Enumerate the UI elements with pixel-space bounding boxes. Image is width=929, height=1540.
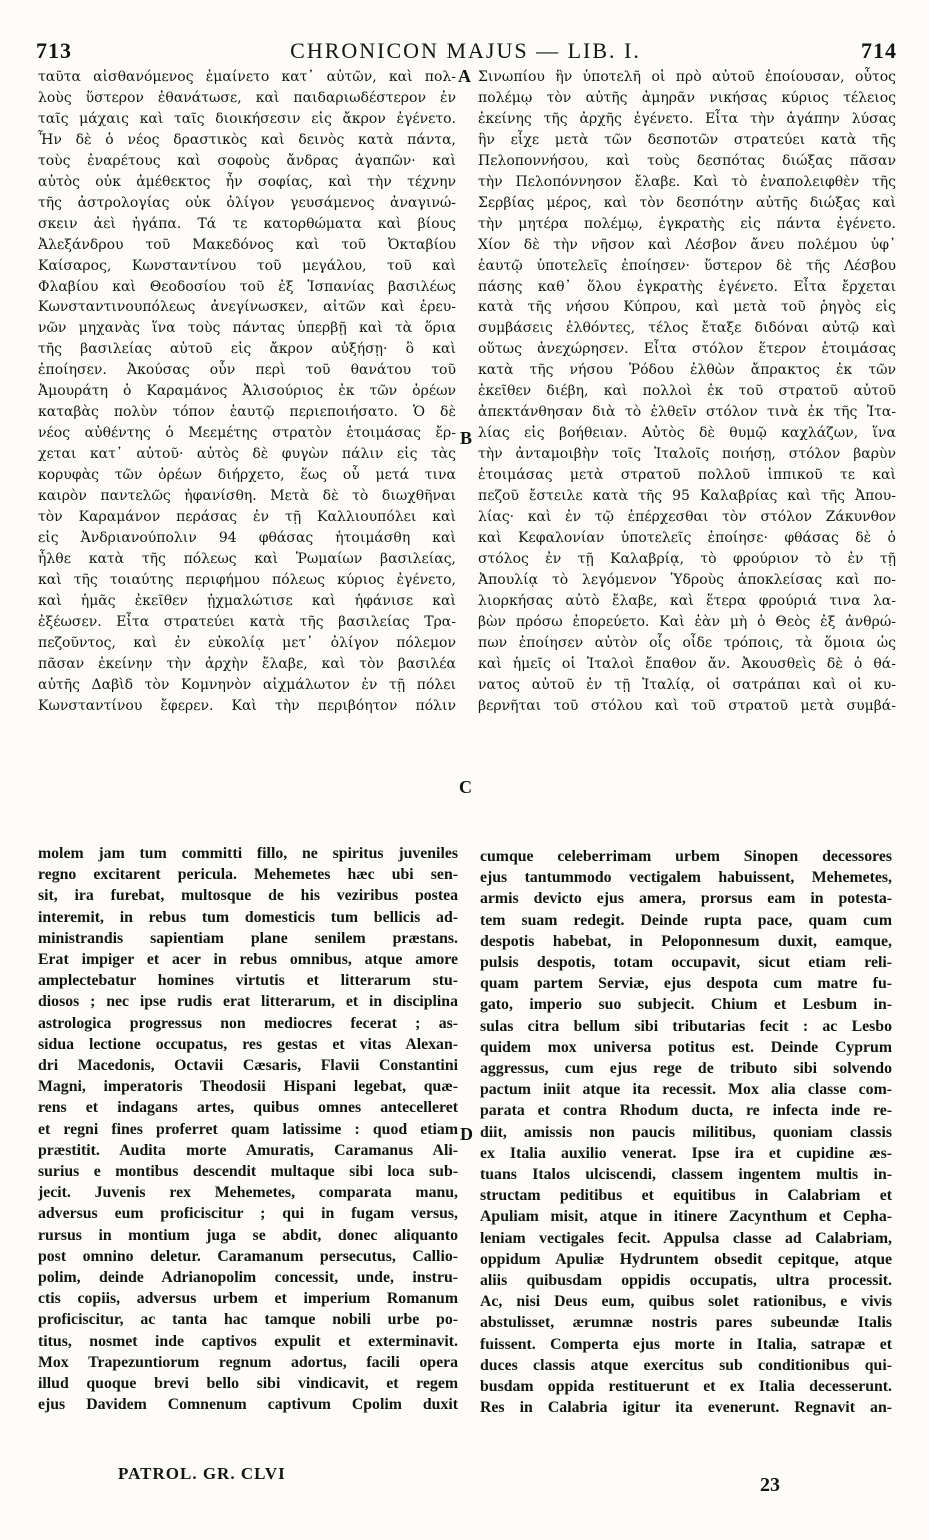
text-line: ἐκεῖθεν διέβη, καὶ πολλοὶ ἐκ τοῦ στρατοῦ αὐτοῦ xyxy=(478,383,896,400)
greek-column-right xyxy=(478,67,896,847)
latin-column-left xyxy=(38,843,458,1448)
text-line: ἐκείνης τῆς ἀρχῆς ἐγένετο. Εἶτα τὴν ἀγάπην λύσας xyxy=(478,110,896,127)
footer-signature: PATROL. GR. CLVI xyxy=(118,1464,286,1483)
text-line: rens et indagans artes, quibus omnes antecelleret xyxy=(38,1099,458,1117)
text-line: Ἀμουράτη ὁ Καραμάνος Ἀλισούριος ἐκ τῶν ὀρέων xyxy=(38,383,456,400)
text-line: λίας εἰς βοήθειαν. Αὐτὸς δὲ θυμῷ καχλάζων, ἵνα xyxy=(478,425,896,442)
footer-sheet-number: 23 xyxy=(760,1474,780,1496)
text-line: συμβάσεις ἐλθόντες, τέλος ἔταξε διδόναι αὐτῷ καὶ xyxy=(478,320,896,337)
text-line: despotis habebat, in Peloponnesum duxit, eamque, xyxy=(480,932,892,950)
text-line: Erat impiger et acer in rebus omnibus, atque amore xyxy=(38,951,458,969)
text-line: tuans Italos ulciscendi, classem ingentem multis in- xyxy=(480,1166,892,1184)
text-line: Καίσαρος, Κωνσταντίνου τοῦ μεγάλου, τοῦ καὶ xyxy=(38,257,456,274)
text-line: ex Italia auxilio venerat. Ipse ira et cupidine æs- xyxy=(480,1144,892,1162)
text-line: πολέμῳ τὸν αὐτῆς ἀμηρᾶν νικήσας κύριος τέλειος xyxy=(478,89,896,106)
text-line: νῶν μηχανὰς ἵνα τοὺς πάντας ὑπερβῇ καὶ τὰ ὅρια xyxy=(38,320,456,337)
text-line: Ἀπουλίᾳ τὸ λεγόμενον Ὑδροὺς ἀποκλείσας καὶ πο- xyxy=(478,571,896,588)
text-line: pactum iniit atque ita recessit. Mox alia classe com- xyxy=(480,1081,892,1099)
text-line: κατὰ τῆς νήσου Κύπρου, καὶ μετὰ τοῦ ῥηγὸς εἰς xyxy=(478,299,896,316)
text-line: rursus in montium juga se abdit, donec aliquanto xyxy=(38,1226,458,1244)
text-line: ἐποίησεν. Ἀκούσας οὖν περὶ τοῦ θανάτου τοῦ xyxy=(38,362,456,379)
text-line: Res in Calabria igitur ita evenerunt. Regnavit an- xyxy=(480,1399,892,1417)
text-line: νατος αὐτοῦ ἐν τῇ Ἰταλίᾳ, οἱ σατράπαι καὶ οἱ κυ- xyxy=(478,676,896,693)
text-line: illud quoque brevi bello sibi vindicavit, et regem xyxy=(38,1375,458,1393)
text-line: armis devicto ejus amera, prorsus eam in potesta- xyxy=(480,890,892,908)
text-line: Mox Trapezuntiorum regnum adortus, facili opera xyxy=(38,1353,458,1371)
text-line: quam partem Serviæ, ejus despota cum matre fu- xyxy=(480,975,892,993)
margin-letter-b: B xyxy=(460,428,473,448)
text-line: sit, ira furebat, multosque de his veziribus postea xyxy=(38,887,458,905)
text-line: leniam vectigales fecit. Appulsa classe ad Calabriam, xyxy=(480,1229,892,1247)
latin-column-right xyxy=(480,846,892,1451)
text-line: λίας· καὶ ἐν τῷ ἐπέρχεσθαι τὸν στόλον Ζάκυνθον xyxy=(478,509,896,526)
text-line: diosos ; nec ipse rudis erat litterarum, et in disciplina xyxy=(38,993,458,1011)
text-line: ἑτοιμάσας μετὰ στρατοῦ πολλοῦ ἱππικοῦ τε καὶ xyxy=(478,467,896,484)
text-line: regno excitarent pericula. Mehemetes hæc ubi sen- xyxy=(38,866,458,884)
text-line: structam peditibus et equitibus in Calabriam et xyxy=(480,1187,892,1205)
margin-letter-d: D xyxy=(460,1124,473,1144)
text-line: ctis copiis, adversus urbem et imperium Romanum xyxy=(38,1290,458,1308)
text-line: astrologica progressus non mediocres fecerat ; as- xyxy=(38,1014,458,1032)
text-line: jecit. Juvenis rex Mehemetes, comparata manu, xyxy=(38,1184,458,1202)
margin-letter-c: C xyxy=(459,777,472,797)
text-line: titus, nosmet inde captivos expulit et exterminavit. xyxy=(38,1332,458,1350)
text-line: surius e montibus descendit multaque sibi loca sub- xyxy=(38,1163,458,1181)
text-line: Κωνσταντινουπόλεως ἀνεγίνωσκεν, αἰτῶν καὶ ἐρευ- xyxy=(38,299,456,316)
page-number-right: 714 xyxy=(861,38,897,63)
text-line: τὴν μητέρα πολέμῳ, ἐγκρατὴς εἰς πάντα ἐγένετο. xyxy=(478,215,896,232)
text-line: parata et contra Rhodum ducta, re infecta inde re- xyxy=(480,1102,892,1120)
text-line: καὶ τῆς τοιαύτης περιφήμου πόλεως κύριος ἐγένετο, xyxy=(38,571,456,588)
page-number-left: 713 xyxy=(36,38,72,63)
text-line: Σερβίας μέρος, καὶ τὸν δεσπότην αὐτῆς διώξας καὶ xyxy=(478,194,896,211)
text-line: τῆς ἀστρολογίας οὐκ ὀλίγον γευσάμενος ἀναγινώ- xyxy=(38,194,456,211)
text-line: βερνῆται τοῦ στόλου καὶ τοῦ στρατοῦ μετὰ συμβά- xyxy=(478,697,896,714)
text-line: Magni, imperatoris Theodosii Hispani legebat, quæ- xyxy=(38,1078,458,1096)
text-line: αὐτῆς Δαβὶδ τὸν Κομνηνὸν αἰχμάλωτον ἐν τῇ πόλει xyxy=(38,676,456,693)
text-line: καὶ Κεφαλονίαν ὑποτελεῖς ἐποίησε· φθάσας δὲ ὁ xyxy=(478,529,896,546)
text-line: τῆς βασιλείας αὐτοῦ εἰς ἄκρον αὐξήσῃ· ὃ καὶ xyxy=(38,341,456,358)
text-line: ἑαυτῷ ὑποτελεῖς ἐποίησεν· ὕστερον δὲ τῆς Λέσβου xyxy=(478,257,896,274)
text-line: τὴν ἀνταμοιβὴν τοῖς Ἰταλοῖς ποιήσῃ, στόλον βαρὺν xyxy=(478,446,896,463)
text-line: καταβὰς πολὺν τόπον ἑαυτῷ περιεποιήσατο. Ὁ δὲ xyxy=(38,404,456,421)
text-line: sulas citra bellum sibi tributarias fecit : ac Lesbo xyxy=(480,1017,892,1035)
text-line: κορυφὰς τῶν ὀρέων διήρχετο, ἕως οὗ μετά τινα xyxy=(38,467,456,484)
text-line: cumque celeberrimam urbem Sinopen decessores xyxy=(480,848,892,865)
margin-letter-a: A xyxy=(458,66,471,86)
text-line: οὕτως ἀνεχώρησεν. Εἶτα στόλον ἕτερον ἑτοιμάσας xyxy=(478,341,896,358)
text-line: Χίον δὲ τὴν νῆσον καὶ Λέσβον ἄνευ πολέμου ὑφ᾽ xyxy=(478,236,896,253)
text-line: gato, imperio suo subjecit. Chium et Lesbum in- xyxy=(480,996,892,1014)
text-line: βὼν πρόσω ἐπορεύετο. Καὶ ἐὰν μὴ ὁ Θεὸς ἐξ ἀνθρώ- xyxy=(478,613,896,630)
text-line: interemit, in rebus tum domesticis tum bellicis ad- xyxy=(38,908,458,926)
text-line: καιρὸν παντελῶς ἠφανίσθη. Μετὰ δὲ τὸ διωχθῆναι xyxy=(38,488,456,505)
text-line: Πελοποννήσου, καὶ τοὺς δεσπότας διώξας πᾶσαν xyxy=(478,152,896,169)
text-line: adversus eum proficiscitur ; qui in fugam versus, xyxy=(38,1205,458,1223)
text-line: πᾶσαν ἐκείνην τὴν ἀρχὴν ἔλαβε, καὶ τὸν βασιλέα xyxy=(38,655,456,672)
text-line: πεζοῦ ἔστειλε κατὰ τῆς 95 Καλαβρίας καὶ τῆς Ἀπου- xyxy=(478,488,896,505)
text-line: tem suam redegit. Deinde rupta pace, quam cum xyxy=(480,911,892,929)
text-line: τοὺς ἐναρέτους καὶ σοφοὺς ἄνδρας ἀγαπῶν· καὶ xyxy=(38,152,456,169)
text-line: λοὺς ὕστερον ἐθανάτωσε, καὶ παιδαριωδέστερον ἐν xyxy=(38,89,456,106)
text-line: εἰς Ἀνδριανούπολιν 94 φθάσας ἡτοιμάσθη καὶ xyxy=(38,529,456,546)
text-line: καὶ ἡμᾶς ἐκεῖθεν ᾐχμαλώτισε καὶ ἠφάνισε καὶ xyxy=(38,592,456,609)
text-line: molem jam tum committi fillo, ne spiritus juveniles xyxy=(38,845,458,862)
text-line: aliis quibusdam oppidis occupatis, ultra processit. xyxy=(480,1272,892,1290)
text-line: pulsis despotis, totam occupavit, sicut etiam reli- xyxy=(480,954,892,972)
text-line: πων ἐποίησεν αὐτὸν οἷς οἶδε τρόποις, τὰ ὅμοια ὡς xyxy=(478,634,896,651)
text-line: aggressus, cum ejus rege de tributo sibi solvendo xyxy=(480,1060,892,1078)
running-title: CHRONICON MAJUS — LIB. I. xyxy=(290,38,641,63)
text-line: proficiscitur, ac tanta hac tamque nobili urbe po- xyxy=(38,1311,458,1329)
text-line: πάσης καθ᾽ ὅλου ἐγκρατὴς ἐγένετο. Εἶτα ἔρχεται xyxy=(478,278,896,295)
text-line: dri Macedonis, Octavii Cæsaris, Flavii Constantini xyxy=(38,1057,458,1075)
text-line: ταῖς μάχαις καὶ ταῖς διοικήσεσιν εἰς ἄκρον ἐγένετο. xyxy=(38,110,456,127)
text-line: τὸν Καραμάνον περάσας ἐν τῇ Καλλιουπόλει καὶ xyxy=(38,509,456,526)
text-line: busdam oppida restituerunt et ex Italia decesserunt. xyxy=(480,1378,892,1396)
text-line: νέος αὐθέντης ὁ Μεεμέτης στρατὸν ἑτοιμάσας ἔρ- xyxy=(38,425,456,442)
text-line: quidem mox universa potitus est. Deinde Cyprum xyxy=(480,1038,892,1056)
text-line: τὴν Πελοπόννησον ἔλαβε. Καὶ τὸ ἐναπολειφθὲν τῆς xyxy=(478,173,896,190)
text-line: λιορκήσας αὐτὸ ἔλαβε, καὶ ἕτερα φρούριά τινα λα- xyxy=(478,592,896,609)
text-line: ejus tantummodo vectigalem habuissent, Mehemetes, xyxy=(480,869,892,887)
text-line: ἐξέωσεν. Εἶτα στρατεύει κατὰ τῆς βασιλείας Τρα- xyxy=(38,613,456,630)
text-line: amplectebatur homines virtutis et litterarum stu- xyxy=(38,972,458,990)
text-line: ἣν εἶχε μετὰ τῶν δεσποτῶν στρατεύει κατὰ τῆς xyxy=(478,131,896,148)
text-line: Φλαβίου καὶ Θεοδοσίου τοῦ ἐξ Ἱσπανίας βασιλέως xyxy=(38,278,456,295)
text-line: καὶ ἡμεῖς οἱ Ἰταλοὶ ἔπαθον ἄν. Ἀκουσθεὶς δὲ ὁ θά- xyxy=(478,655,896,672)
text-line: polim, deinde Adrianopolim concessit, unde, instru- xyxy=(38,1269,458,1287)
text-line: χεται κατ᾽ αὐτοῦ· αὐτὸς δὲ φυγὼν πάλιν εἰς τὰς xyxy=(38,446,456,463)
text-line: Κωνσταντίνου ἔφερεν. Καὶ τὴν περιβόητον πόλιν xyxy=(38,697,456,714)
text-line: post omnino deletur. Caramanum persecutus, Callio- xyxy=(38,1247,458,1265)
text-line: κατὰ τῆς νήσου Ῥόδου ἐλθὼν ἄπρακτος ἐκ τῶν xyxy=(478,362,896,379)
text-line: ejus Davidem Comnenum captivum Cpolim duxit xyxy=(38,1396,458,1414)
text-line: Ἀλεξάνδρου τοῦ Μακεδόνος καὶ τοῦ Ὀκταβίου xyxy=(38,236,456,253)
text-line: ἀπεκτάνθησαν διὰ τὸ ἐλθεῖν στόλον τινὰ ἐκ τῆς Ἰτα- xyxy=(478,404,896,421)
text-line: fuissent. Comperta ejus morte in Italia, satrapæ et xyxy=(480,1335,892,1353)
text-line: Ac, nisi Deus eum, quibus solet rationibus, e vivis xyxy=(480,1293,892,1311)
text-line: ταῦτα αἰσθανόμενος ἐμαίνετο κατ᾽ αὐτῶν, καὶ πολ- xyxy=(38,69,456,85)
text-line: præstitit. Audita morte Amuratis, Caramanus Ali- xyxy=(38,1141,458,1159)
text-line: στόλος ἐν τῇ Καλαβρίᾳ, τὸ φρούριον τὸ ἐν τῇ xyxy=(478,550,896,567)
text-line: diit, amissis non paucis militibus, quoniam classis xyxy=(480,1123,892,1141)
text-line: ministrandis sapientiam plane senilem præstans. xyxy=(38,929,458,947)
running-head xyxy=(30,38,901,68)
text-line: σκειν ἀεὶ ἠγάπα. Τά τε κατορθώματα καὶ βίους xyxy=(38,215,456,232)
text-line: Apuliam misit, atque in itinere Zacynthum et Cepha- xyxy=(480,1208,892,1226)
text-line: ἦλθε κατὰ τῆς πόλεως καὶ Ῥωμαίων βασιλείας, xyxy=(38,550,456,567)
greek-column-left xyxy=(38,67,456,847)
text-line: abstulisset, ærumnæ nostris pares subeundæ Italis xyxy=(480,1314,892,1332)
text-line: Σινωπίου ἣν ὑποτελῆ οἱ πρὸ αὐτοῦ ἐποίουσαν, οὗτος xyxy=(478,69,896,85)
text-line: oppidum Apuliæ Hydruntem obsedit cepitque, atque xyxy=(480,1250,892,1268)
text-line: duces classis atque exercitus sub conditionibus qui- xyxy=(480,1356,892,1374)
text-line: πεζοῦντος, καὶ ἐν εὐκολίᾳ μετ᾽ ὀλίγον πόλεμον xyxy=(38,634,456,651)
text-line: et regni fines proferret quam latissime : quod etiam xyxy=(38,1120,458,1138)
text-line: Ἦν δὲ ὁ νέος δραστικὸς καὶ δεινὸς κατὰ πάντα, xyxy=(38,131,456,148)
text-line: sidua lectione occupatus, res gestas et vitas Alexan- xyxy=(38,1035,458,1053)
text-line: αὐτὸς οὐκ ἀμέθεκτος ἦν σοφίας, καὶ τὴν τέχνην xyxy=(38,173,456,190)
